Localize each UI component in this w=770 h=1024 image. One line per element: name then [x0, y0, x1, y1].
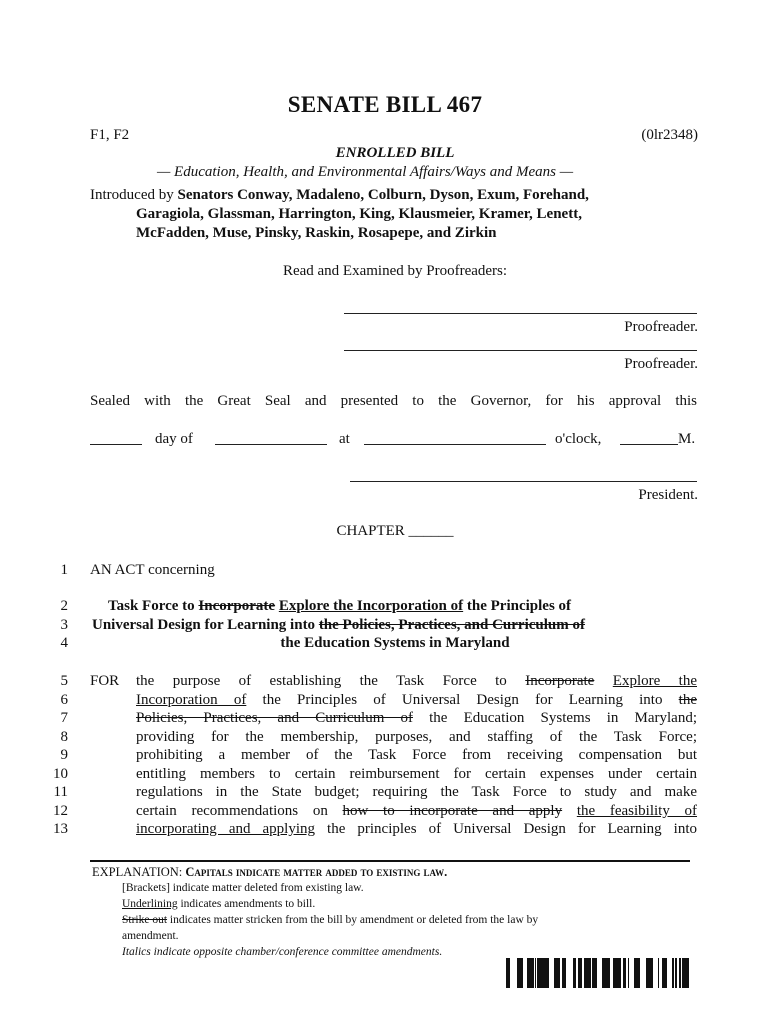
- barcode-bar: [682, 958, 685, 988]
- underlining-word: Underlining: [122, 898, 178, 910]
- barcode-bar: [614, 958, 615, 988]
- oclock-label: o'clock,: [555, 431, 602, 447]
- line-number: 1: [60, 562, 68, 578]
- proofreader-signature-line-2: [344, 350, 697, 351]
- barcode-bar: [675, 958, 677, 988]
- barcode-bar: [607, 958, 609, 988]
- purpose-underline: Explore the: [612, 673, 697, 689]
- strike-word: Strike out: [122, 914, 168, 926]
- barcode-bar: [594, 958, 596, 988]
- purpose-strike: Incorporate: [525, 673, 595, 689]
- barcode-bar: [603, 958, 606, 988]
- chapter-line: CHAPTER ______: [336, 523, 454, 539]
- explanation-brackets: [Brackets] indicate matter deleted from existing law.: [122, 882, 364, 894]
- barcode-bar: [592, 958, 594, 988]
- purpose-strike: how to incorporate and apply: [342, 803, 563, 819]
- bill-codes: F1, F2: [90, 127, 130, 143]
- time-blank: [364, 444, 546, 445]
- day-of-label: day of: [155, 431, 193, 447]
- introduced-line: [90, 186, 589, 205]
- line-number: 2: [60, 598, 68, 614]
- barcode-bar: [658, 958, 659, 988]
- line-number: 4: [60, 635, 68, 651]
- title-text: Task Force to: [108, 598, 199, 614]
- proofreader-signature-line-1: [344, 313, 697, 314]
- act-title-line-2: [108, 597, 571, 616]
- barcode-bar: [557, 958, 560, 988]
- barcode-bar: [637, 958, 640, 988]
- purpose-underline: incorporating and applying: [136, 821, 316, 837]
- purpose-line-9: prohibiting a member of the Task Force from receiving compensation but: [136, 747, 697, 763]
- barcode-bar: [625, 958, 626, 988]
- barcode-bar: [527, 958, 528, 988]
- explanation-underlining: [122, 896, 315, 912]
- purpose-underline: Incorporation of: [136, 692, 247, 708]
- purpose-line-11: regulations in the State budget; requiring the Task Force to study and make: [136, 784, 697, 800]
- barcode-bar: [634, 958, 637, 988]
- president-signature-line: [350, 481, 697, 482]
- barcode-bar: [573, 958, 575, 988]
- barcode-bar: [554, 958, 557, 988]
- underlining-text: indicates amendments to bill.: [177, 898, 316, 910]
- line-number: 7: [60, 710, 68, 726]
- barcode-bar: [509, 958, 510, 988]
- barcode-bar: [506, 958, 507, 988]
- barcode-bar: [672, 958, 674, 988]
- purpose-underline: the feasibility of: [576, 803, 698, 819]
- barcode-bar: [648, 958, 650, 988]
- m-label: M.: [678, 431, 696, 447]
- barcode-bar: [623, 958, 625, 988]
- explanation-capitals: [92, 864, 447, 880]
- purpose-text: the Education Systems in Maryland;: [413, 710, 697, 726]
- proofreader-label-1: Proofreader.: [624, 319, 698, 335]
- meridiem-blank: [620, 444, 678, 445]
- barcode-bar: [528, 958, 531, 988]
- barcode-bar: [537, 958, 538, 988]
- line-number: 8: [60, 729, 68, 745]
- barcode-bar: [541, 958, 544, 988]
- barcode-bar: [565, 958, 566, 988]
- purpose-strike: the: [678, 692, 697, 708]
- barcode-bar: [588, 958, 591, 988]
- barcode-bar: [602, 958, 603, 988]
- barcode-bar: [618, 958, 621, 988]
- barcode-bar: [507, 958, 509, 988]
- explanation-caps-text: Capitals indicate matter added to existing law.: [185, 865, 448, 879]
- line-number: 11: [53, 784, 68, 800]
- barcode-bar: [544, 958, 545, 988]
- at-label: at: [339, 431, 350, 447]
- line-number: 13: [53, 821, 68, 837]
- sponsors-2: Garagiola, Glassman, Harrington, King, Klausmeier, Kramer, Lenett,: [136, 206, 582, 222]
- barcode-bar: [547, 958, 549, 988]
- purpose-line-6: [136, 691, 697, 710]
- purpose-line-10: entitling members to certain reimbursement for certain expenses under certain: [136, 766, 697, 782]
- barcode-bar: [545, 958, 547, 988]
- bill-title: SENATE BILL 467: [287, 92, 483, 117]
- barcode-bar: [579, 958, 582, 988]
- purpose-text: the purpose of establishing the Task Force to: [136, 673, 526, 689]
- barcode-bar: [584, 958, 585, 988]
- barcode-bar: [646, 958, 648, 988]
- act-title-line-3: [92, 616, 585, 635]
- barcode-bar: [609, 958, 610, 988]
- line-number: 9: [60, 747, 68, 763]
- barcode-bar: [606, 958, 607, 988]
- barcode-bar: [662, 958, 665, 988]
- barcode-bar: [531, 958, 534, 988]
- barcode-bar: [679, 958, 681, 988]
- barcode-bar: [538, 958, 541, 988]
- explanation-italics: Italics indicate opposite chamber/conference committee amendments.: [122, 946, 443, 958]
- barcode-bar: [685, 958, 688, 988]
- line-number: 12: [53, 803, 68, 819]
- bill-file-code: (0lr2348): [641, 127, 698, 143]
- barcode-bar: [578, 958, 579, 988]
- explanation-strike: [122, 912, 538, 928]
- president-label: President.: [638, 487, 698, 503]
- act-title-line-4: the Education Systems in Maryland: [280, 635, 510, 651]
- barcode-bar: [615, 958, 618, 988]
- month-blank: [215, 444, 327, 445]
- purpose-line-5: [136, 672, 697, 691]
- title-strike: the Policies, Practices, and Curriculum of: [318, 617, 586, 633]
- purpose-line-12: [136, 802, 697, 821]
- barcode-bar: [562, 958, 565, 988]
- purpose-text: the principles of Universal Design for Learning into: [315, 821, 697, 837]
- line-number: 3: [60, 617, 68, 633]
- barcode-bar: [665, 958, 667, 988]
- act-concerning: AN ACT concerning: [90, 562, 215, 578]
- barcode-bar: [585, 958, 588, 988]
- title-underline: Explore the Incorporation of: [278, 598, 464, 614]
- barcode-bar: [650, 958, 653, 988]
- committees: — Education, Health, and Environmental Affairs/Ways and Means —: [156, 164, 574, 180]
- purpose-line-13: [136, 820, 697, 839]
- sponsors-3: McFadden, Muse, Pinsky, Raskin, Rosapepe, and Zirkin: [136, 225, 497, 241]
- purpose-line-7: [136, 709, 697, 728]
- barcode-bar: [688, 958, 689, 988]
- purpose-strike: Policies, Practices, and Curriculum of: [136, 710, 413, 726]
- title-strike: Incorporate: [198, 598, 276, 614]
- proofreaders-heading: Read and Examined by Proofreaders:: [282, 263, 508, 279]
- line-number: 6: [60, 692, 68, 708]
- barcode-bar: [517, 958, 520, 988]
- sealed-text: Sealed with the Great Seal and presented to the Governor, for his approval this: [90, 393, 697, 409]
- purpose-text: the Principles of Universal Design for Learning into: [246, 692, 679, 708]
- purpose-text: certain recommendations on: [136, 803, 343, 819]
- barcode-bar: [628, 958, 629, 988]
- barcode: [506, 958, 692, 988]
- barcode-bar: [520, 958, 523, 988]
- footer-rule: [90, 860, 690, 862]
- purpose-line-8: providing for the membership, purposes, and staffing of the Task Force;: [136, 729, 697, 745]
- introduced-prefix: Introduced by: [90, 187, 178, 203]
- proofreader-label-2: Proofreader.: [624, 356, 698, 372]
- sponsors-1: Senators Conway, Madaleno, Colburn, Dyson, Exum, Forehand,: [177, 187, 589, 203]
- explanation-label: EXPLANATION:: [92, 865, 186, 879]
- title-text: Universal Design for Learning into: [92, 617, 319, 633]
- barcode-bar: [575, 958, 576, 988]
- for-label: FOR: [90, 673, 120, 689]
- day-blank: [90, 444, 142, 445]
- title-text: the Principles of: [463, 598, 572, 614]
- explanation-strike-cont: amendment.: [122, 930, 179, 942]
- line-number: 10: [53, 766, 68, 782]
- barcode-bar: [613, 958, 614, 988]
- enrolled-label: ENROLLED BILL: [335, 145, 455, 161]
- strike-text: indicates matter stricken from the bill by amendment or deleted from the law by: [167, 914, 539, 926]
- barcode-bar: [535, 958, 536, 988]
- line-number: 5: [60, 673, 68, 689]
- barcode-bar: [596, 958, 597, 988]
